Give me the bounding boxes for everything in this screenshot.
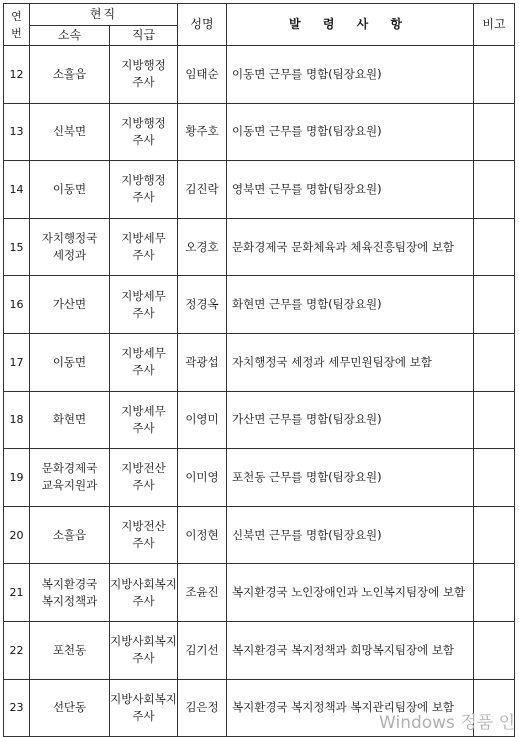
cell-no: [4, 333, 30, 391]
header-note-label: 비고: [482, 17, 506, 31]
header-name-label: 성명: [190, 17, 214, 31]
cell-grade-text: 지방행정 주사: [121, 173, 166, 205]
header-dept: [30, 26, 110, 46]
cell-no: [4, 449, 30, 507]
cell-grade: [110, 564, 178, 622]
cell-no-text: 16: [9, 298, 24, 312]
cell-no: [4, 276, 30, 334]
cell-dept: [30, 449, 110, 507]
cell-dept-text: 포천동: [52, 642, 87, 657]
cell-name-text: 오경호: [185, 239, 219, 254]
cell-order: [227, 46, 474, 104]
cell-note: [474, 276, 515, 334]
cell-dept-text: 신북면: [52, 124, 87, 139]
cell-no: [4, 103, 30, 161]
cell-name-text: 임태순: [185, 66, 219, 81]
cell-grade: [110, 276, 178, 334]
cell-order-text: 문화경제국 문화체육과 체육진흥팀장에 보함: [232, 239, 455, 254]
cell-grade: [110, 103, 178, 161]
cell-name-text: 이영미: [185, 412, 219, 427]
cell-no-text: 22: [9, 643, 24, 657]
table-row: [4, 449, 515, 507]
cell-dept: [30, 391, 110, 449]
header-grade-label: 직급: [131, 28, 156, 42]
cell-note: [474, 161, 515, 219]
cell-dept-text: 이동면: [52, 181, 87, 196]
cell-grade-text: 지방사회복지 주사: [110, 576, 177, 608]
cell-no-text: 20: [9, 528, 24, 542]
cell-dept-text: 소흘읍: [52, 66, 87, 81]
cell-name: [178, 391, 227, 449]
cell-no-text: 19: [9, 470, 24, 484]
cell-dept: [30, 276, 110, 334]
cell-name: [178, 46, 227, 104]
cell-order-text: 영북면 근무를 명함(팀장요원): [232, 181, 382, 196]
cell-grade: [110, 679, 178, 737]
cell-grade-text: 지방행정 주사: [121, 58, 166, 90]
cell-name: [178, 449, 227, 507]
cell-name: [178, 276, 227, 334]
cell-no-text: 14: [9, 182, 24, 196]
cell-order-text: 화현면 근무를 명함(팀장요원): [232, 297, 382, 312]
cell-dept: [30, 333, 110, 391]
cell-order-text: 포천동 근무를 명함(팀장요원): [232, 469, 382, 484]
table-row: [4, 506, 515, 564]
cell-no: [4, 621, 30, 679]
cell-dept: [30, 506, 110, 564]
cell-no: [4, 161, 30, 219]
cell-grade: [110, 161, 178, 219]
cell-order-text: 가산면 근무를 명함(팀장요원): [232, 412, 382, 427]
cell-no: [4, 218, 30, 276]
table-row: [4, 621, 515, 679]
cell-grade-text: 지방전산 주사: [121, 461, 166, 493]
cell-dept: [30, 564, 110, 622]
cell-no-text: 13: [9, 125, 24, 139]
cell-order-text: 이동면 근무를 명함(팀장요원): [232, 124, 382, 139]
cell-name-text: 김은정: [185, 700, 219, 715]
cell-no-text: 12: [9, 67, 24, 81]
cell-order-text: 이동면 근무를 명함(팀장요원): [232, 66, 382, 81]
cell-grade-text: 지방세무 주사: [121, 403, 166, 435]
cell-note: [474, 391, 515, 449]
cell-order: [227, 391, 474, 449]
table-row: [4, 564, 515, 622]
cell-dept-text: 가산면: [52, 297, 87, 312]
cell-order: [227, 276, 474, 334]
cell-order: [227, 564, 474, 622]
cell-name-text: 곽광섭: [185, 354, 219, 369]
cell-order: [227, 506, 474, 564]
cell-name: [178, 564, 227, 622]
cell-no-text: 17: [9, 355, 24, 369]
cell-dept-text: 화현면: [52, 412, 87, 427]
cell-name-text: 이정현: [185, 527, 219, 542]
cell-no: [4, 679, 30, 737]
cell-note: [474, 621, 515, 679]
cell-order: [227, 449, 474, 507]
table-row: [4, 161, 515, 219]
cell-no-text: 18: [9, 413, 24, 427]
cell-dept: [30, 161, 110, 219]
header-order-label: 발 령 사 항: [289, 17, 411, 31]
cell-dept: [30, 218, 110, 276]
personnel-order-table: [3, 3, 515, 737]
header-current-label: 현직: [89, 7, 118, 21]
cell-grade-text: 지방사회복지 주사: [110, 691, 177, 723]
cell-grade-text: 지방세무 주사: [121, 346, 166, 378]
cell-name: [178, 506, 227, 564]
cell-name-text: 황주호: [185, 124, 219, 139]
cell-note: [474, 46, 515, 104]
cell-no-text: 21: [9, 586, 24, 600]
cell-note: [474, 218, 515, 276]
cell-dept-text: 문화경제국 교육지원과: [41, 461, 98, 493]
table-row: [4, 218, 515, 276]
cell-dept-text: 소흘읍: [52, 527, 87, 542]
cell-name: [178, 333, 227, 391]
cell-name-text: 정경옥: [185, 297, 219, 312]
cell-dept: [30, 46, 110, 104]
cell-order-text: 신북면 근무를 명함(팀장요원): [232, 527, 382, 542]
cell-name-text: 이미영: [185, 469, 219, 484]
cell-order: [227, 621, 474, 679]
cell-grade-text: 지방세무 주사: [121, 288, 166, 320]
cell-grade-text: 지방사회복지 주사: [110, 634, 177, 666]
cell-grade: [110, 621, 178, 679]
cell-dept: [30, 621, 110, 679]
cell-no: [4, 391, 30, 449]
cell-note: [474, 564, 515, 622]
header-name: [178, 4, 227, 46]
cell-grade: [110, 391, 178, 449]
cell-note: [474, 449, 515, 507]
cell-note: [474, 506, 515, 564]
cell-no: [4, 46, 30, 104]
cell-grade: [110, 46, 178, 104]
table-row: [4, 103, 515, 161]
table-row: [4, 391, 515, 449]
cell-name: [178, 218, 227, 276]
cell-order: [227, 333, 474, 391]
cell-order-text: 복지환경국 노인장애인과 노인복지팀장에 보함: [232, 585, 466, 600]
cell-note: [474, 103, 515, 161]
table-row: [4, 46, 515, 104]
cell-no-text: 23: [9, 701, 24, 715]
cell-name-text: 김진락: [185, 181, 219, 196]
cell-grade-text: 지방전산 주사: [121, 519, 166, 551]
cell-order: [227, 103, 474, 161]
cell-dept-text: 이동면: [52, 354, 87, 369]
cell-name: [178, 103, 227, 161]
table-row: [4, 276, 515, 334]
header-current: [30, 4, 178, 26]
cell-name: [178, 621, 227, 679]
cell-grade: [110, 333, 178, 391]
cell-note: [474, 333, 515, 391]
cell-grade: [110, 449, 178, 507]
cell-grade-text: 지방행정 주사: [121, 115, 166, 147]
cell-no-text: 15: [9, 240, 24, 254]
cell-name: [178, 161, 227, 219]
cell-grade: [110, 506, 178, 564]
cell-order-text: 복지환경국 복지정책과 희망복지팀장에 보함: [232, 642, 455, 657]
windows-activation-watermark: Windows 정품 인: [379, 713, 515, 733]
cell-order-text: 복지환경국 복지정책과 복지관리팀장에 보함: [232, 700, 455, 715]
header-order: [227, 4, 474, 46]
cell-name: [178, 679, 227, 737]
header-no-label: 연 번: [11, 9, 22, 40]
cell-name-text: 조윤진: [185, 585, 219, 600]
cell-dept: [30, 103, 110, 161]
table-row: [4, 333, 515, 391]
cell-order: [227, 218, 474, 276]
header-grade: [110, 26, 178, 46]
cell-no: [4, 506, 30, 564]
header-no: [4, 4, 30, 46]
header-dept-label: 소속: [57, 28, 82, 42]
cell-no: [4, 564, 30, 622]
cell-grade-text: 지방세무 주사: [121, 231, 166, 263]
cell-dept: [30, 679, 110, 737]
cell-dept-text: 자치행정국 세정과: [41, 231, 98, 263]
cell-order: [227, 161, 474, 219]
header-note: [474, 4, 515, 46]
cell-dept-text: 선단동: [52, 700, 87, 715]
cell-name-text: 김기선: [185, 642, 219, 657]
table-body: [4, 46, 515, 737]
cell-order-text: 자치행정국 세정과 세무민원팀장에 보함: [232, 354, 432, 369]
cell-dept-text: 복지환경국 복지정책과: [41, 576, 98, 608]
cell-grade: [110, 218, 178, 276]
